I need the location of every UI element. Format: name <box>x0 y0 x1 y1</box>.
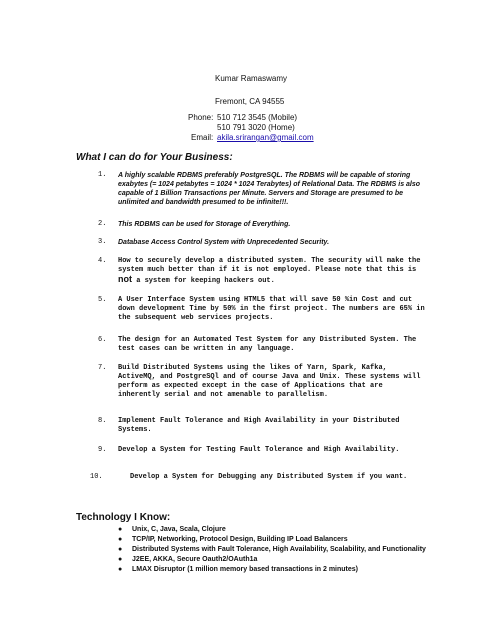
candidate-location: Fremont, CA 94555 <box>215 97 285 106</box>
item-text: The design for an Automated Test System for any Distributed System. The test cases can be written in any language. <box>118 336 417 353</box>
item-text: Build Distributed Systems using the likes of Yarn, Spark, Kafka, ActiveMQ, and PostgreSQl and of course Java and Unix. These systems will perform as expected except in the case of Applications that are inherently serial and not amenable to parallelism. <box>118 364 421 399</box>
item-text: This RDBMS can be used for Storage of Everything. <box>118 221 291 228</box>
technology-list <box>118 525 438 575</box>
tech-item-text: Distributed Systems with Fault Tolerance, High Availability, Scalability, and Functionality <box>132 546 426 553</box>
item-text: Database Access Control System with Unprecedented Security. <box>118 239 330 246</box>
list-item <box>118 535 438 544</box>
candidate-name: Kumar Ramaswamy <box>215 74 288 83</box>
list-item <box>118 545 438 554</box>
item-text: Develop a System for Debugging any Distributed System if you want. <box>130 473 408 481</box>
technology-heading: Technology I Know: <box>76 512 171 523</box>
item-number: 4. <box>98 257 107 265</box>
phone-label: Phone: <box>188 113 214 122</box>
email-link[interactable]: akila.srirangan@gmail.com <box>217 133 314 142</box>
item-text-emphasis: not <box>118 274 132 284</box>
item-text-after: a system for keeping hackers out. <box>132 277 275 285</box>
item-text: Develop a System for Testing Fault Tolerance and High Availability. <box>118 446 400 454</box>
item-text <box>118 257 428 286</box>
item-number: 5. <box>98 296 107 304</box>
item-number: 7. <box>98 364 107 372</box>
phone-home: 510 791 3020 (Home) <box>217 123 295 132</box>
business-heading: What I can do for Your Business: <box>76 152 233 163</box>
list-item <box>118 525 438 534</box>
bullet-icon: ● <box>118 546 123 553</box>
tech-item-text: LMAX Disruptor (1 million memory based transactions in 2 minutes) <box>132 566 358 573</box>
tech-item-text: J2EE, AKKA, Secure Oauth2/OAuth1a <box>132 556 258 563</box>
phone-mobile: 510 712 3545 (Mobile) <box>217 113 298 122</box>
list-item <box>118 555 438 564</box>
bullet-icon: ● <box>118 536 123 543</box>
item-text: Implement Fault Tolerance and High Availability in your Distributed Systems. <box>118 417 400 434</box>
bullet-icon: ● <box>118 526 123 533</box>
tech-item-text: Unix, C, Java, Scala, Clojure <box>132 526 226 533</box>
item-text: A highly scalable RDBMS preferably PostgreSQL. The RDBMS will be capable of storing exabytes (= 1024 petabytes = 1024 * 1024 Terabytes) of Relational Data. The RDBMS is also capable of 1 Billion Transactions per Minute. Servers and Storage are presumed to be unlimited and bandwidth presumed to be infinite!!!. <box>118 172 421 206</box>
item-number: 6. <box>98 336 107 344</box>
tech-item-text: TCP/IP, Networking, Protocol Design, Building IP Load Balancers <box>132 536 348 543</box>
item-number: 9. <box>98 446 107 454</box>
bullet-icon: ● <box>118 556 123 563</box>
list-item <box>118 565 438 574</box>
item-text-before: How to securely develop a distributed system. The security will make the system much better than if it is not employed. Please note that this is <box>118 257 421 274</box>
item-number: 3. <box>98 238 107 246</box>
item-text: A User Interface System using HTML5 that will save 50 %in Cost and cut down development Time by 50% in the first project. The numbers are 65% in the subsequent web services projects. <box>118 296 425 322</box>
item-number: 8. <box>98 417 107 425</box>
item-number: 2. <box>98 220 107 228</box>
email-label: Email: <box>191 133 214 142</box>
item-number: 1. <box>98 171 107 179</box>
item-number: 10. <box>90 473 103 481</box>
bullet-icon: ● <box>118 566 123 573</box>
